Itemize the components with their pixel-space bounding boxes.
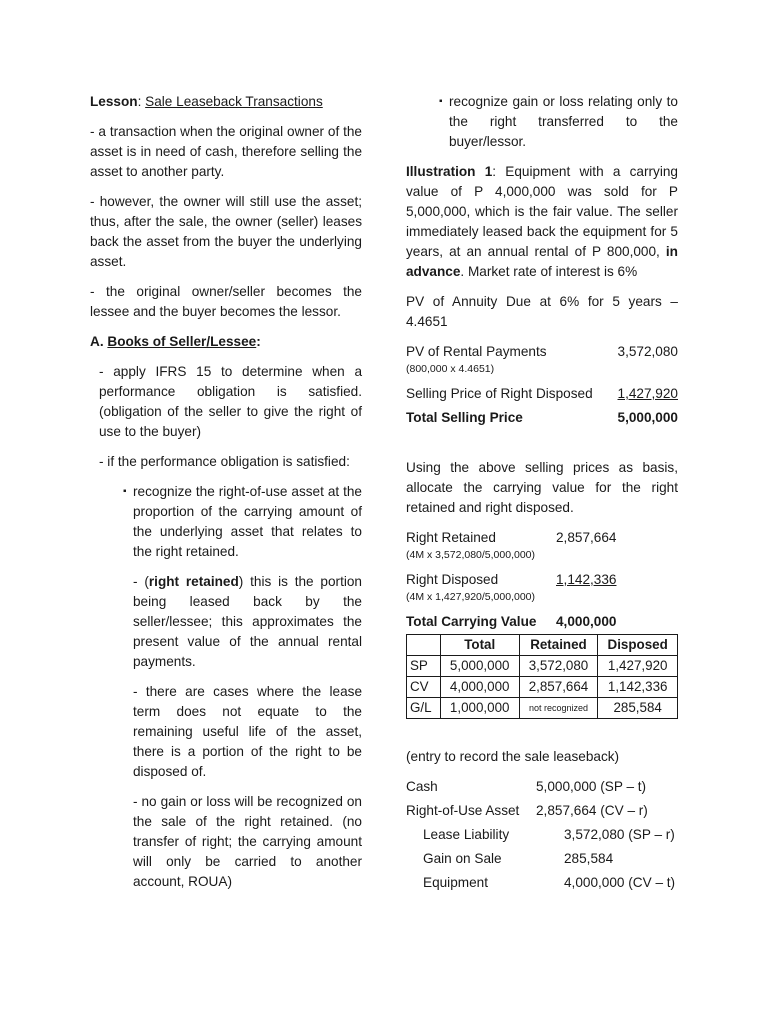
bullet-recognize-roua [90,482,362,562]
in-advance-term: in advance [406,244,678,279]
table-cell: 1,427,920 [598,656,678,677]
journal-account: Equipment [423,875,488,890]
pv-rental-note: (800,000 x 4.4651) [406,363,495,375]
journal-line [406,777,678,797]
journal-line [406,849,678,869]
journal-amount: 3,572,080 (SP – r) [564,827,675,842]
table-cell: 5,000,000 [440,656,519,677]
lesson-separator: : [137,94,146,109]
journal-line [406,825,678,845]
square-bullet-icon: ▪ [123,486,127,497]
section-prefix: A. [90,334,108,349]
journal-amount: 4,000,000 (CV – t) [564,875,676,890]
section-suffix: : [256,334,261,349]
table-cell: 1,000,000 [440,698,519,719]
detail-no-gain-loss: - no gain or loss will be recognized on the sale of the right retained. (no transfer of right; the carrying amount will only be carried to another account, ROUA) [133,794,362,889]
journal-line [406,801,678,821]
bullet-text: recognize the right-of-use asset at the proportion of the carrying amount of the underlying asset that relates to the right retained. [133,484,362,559]
step-apply-ifrs: - apply IFRS 15 to determine when a performance obligation is satisfied. (obligation of the seller to give the right of use to the buyer) [99,364,362,439]
square-bullet-icon: ▪ [439,96,443,107]
total-sp-row [406,408,678,428]
table-cell: G/L [407,698,441,719]
allocation-table [406,634,678,719]
right-disposed-label: Right Disposed [406,572,499,587]
table-row [407,698,678,719]
detail-text: ) this is the portion being leased back by the seller/lessee; this approximates the present value of the annual rental payments. [133,574,362,669]
right-retained-term: right retained [148,574,239,589]
journal-account: Gain on Sale [423,851,502,866]
table-row [407,677,678,698]
lesson-title: Sale Leaseback Transactions [145,94,323,109]
right-column [406,92,678,897]
right-retained-value: 2,857,664 [556,530,617,545]
illustration-text-end: . Market rate of interest is 6% [460,264,638,279]
sp-disposed-label: Selling Price of Right Disposed [406,386,593,401]
journal-account: Lease Liability [423,827,510,842]
table-header-row [407,635,678,656]
table-cell: 285,584 [598,698,678,719]
detail-right-retained [90,572,362,672]
right-disposed-note: (4M x 1,427,920/5,000,000) [406,591,536,603]
pv-rental-label: PV of Rental Payments [406,344,547,359]
journal-account: Cash [406,779,438,794]
sp-disposed-row [406,384,678,404]
total-sp-value: 5,000,000 [617,410,678,425]
illustration-label: Illustration 1 [406,164,493,179]
bullet-recognize-gain [406,92,678,152]
right-retained-row [406,528,678,548]
total-cv-row [406,612,678,632]
journal-entry [406,777,678,893]
paragraph-roles: - the original owner/seller becomes the lessee and the buyer becomes the lessor. [90,284,362,319]
total-cv-value: 4,000,000 [556,614,617,629]
paragraph-definition: - a transaction when the original owner of the asset is in need of cash, therefore selling the asset to another party. [90,124,362,179]
total-sp-label: Total Selling Price [406,410,523,425]
entry-title: (entry to record the sale leaseback) [406,749,620,764]
right-retained-note: (4M x 3,572,080/5,000,000) [406,549,536,561]
right-retained-label: Right Retained [406,530,496,545]
journal-account: Right-of-Use Asset [406,803,520,818]
lesson-heading [90,92,362,112]
journal-amount: 285,584 [564,851,614,866]
journal-amount: 2,857,664 (CV – r) [536,803,648,818]
table-header [407,635,441,656]
table-cell: 3,572,080 [519,656,598,677]
table-cell: 4,000,000 [440,677,519,698]
step-obligation-satisfied: - if the performance obligation is satisfied: [99,454,350,469]
allocation-paragraph: Using the above selling prices as basis, allocate the carrying value for the right retained and right disposed. [406,460,678,515]
table-row [407,656,678,677]
detail-lease-term: - there are cases where the lease term does not equate to the remaining useful life of the asset, there is a portion of the right to be disposed of. [133,684,362,779]
detail-prefix: - ( [133,574,149,589]
journal-line [406,873,678,893]
pv-rental-value: 3,572,080 [617,344,678,359]
total-cv-label: Total Carrying Value [406,614,537,629]
pv-factor: PV of Annuity Due at 6% for 5 years – 4.4651 [406,294,678,329]
left-column [90,92,362,902]
right-disposed-row [406,570,678,590]
table-header: Total [440,635,519,656]
right-disposed-value: 1,142,336 [556,572,617,587]
illustration-paragraph [406,162,678,282]
illustration-text: : Equipment with a carrying value of P 4,000,000 was sold for P 5,000,000, which is the fair value. The seller immediately leased back the equipment for 5 years, at an annual rental of P 800,000, [406,164,678,259]
table-cell: 2,857,664 [519,677,598,698]
section-title: Books of Seller/Lessee [107,334,257,349]
section-heading [90,332,362,352]
table-header: Retained [519,635,598,656]
table-cell: CV [407,677,441,698]
pv-rental-row [406,342,678,362]
table-header: Disposed [598,635,678,656]
journal-amount: 5,000,000 (SP – t) [536,779,647,794]
bullet-text: recognize gain or loss relating only to the right transferred to the buyer/lessor. [449,94,678,149]
table-cell: SP [407,656,441,677]
table-cell: 1,142,336 [598,677,678,698]
paragraph-leaseback: - however, the owner will still use the asset; thus, after the sale, the owner (seller) leases back the asset from the buyer the underlying asset. [90,194,362,269]
lesson-label: Lesson [90,94,138,109]
table-cell: not recognized [519,698,598,719]
sp-disposed-value: 1,427,920 [617,386,678,401]
